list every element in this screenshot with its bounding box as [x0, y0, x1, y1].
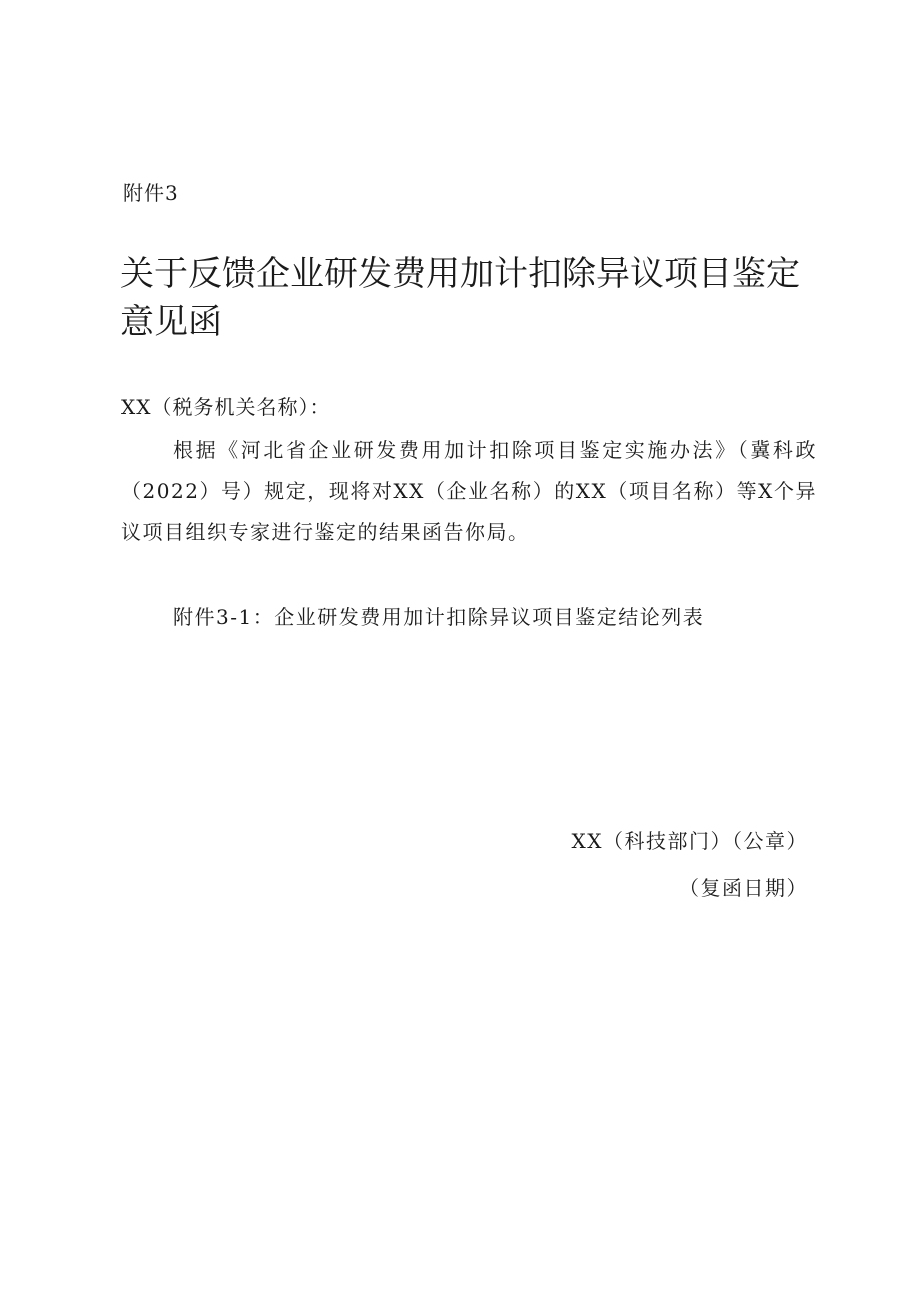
- reply-date: （复函日期）: [679, 876, 808, 900]
- addressee: XX（税务机关名称）：: [121, 395, 331, 419]
- annex-reference: 附件3-1：企业研发费用加计扣除异议项目鉴定结论列表: [173, 605, 705, 629]
- attachment-label: 附件3: [123, 181, 179, 205]
- document-title: 关于反馈企业研发费用加计扣除异议项目鉴定意见函: [120, 254, 800, 342]
- body-paragraph: 根据《河北省企业研发费用加计扣除项目鉴定实施办法》（冀科政（2022）号）规定，现将对XX（企业名称）的XX（项目名称）等X个异议项目组织专家进行鉴定的结果函告你局。: [121, 438, 817, 544]
- signature-line: XX（科技部门）（公章）: [571, 829, 808, 853]
